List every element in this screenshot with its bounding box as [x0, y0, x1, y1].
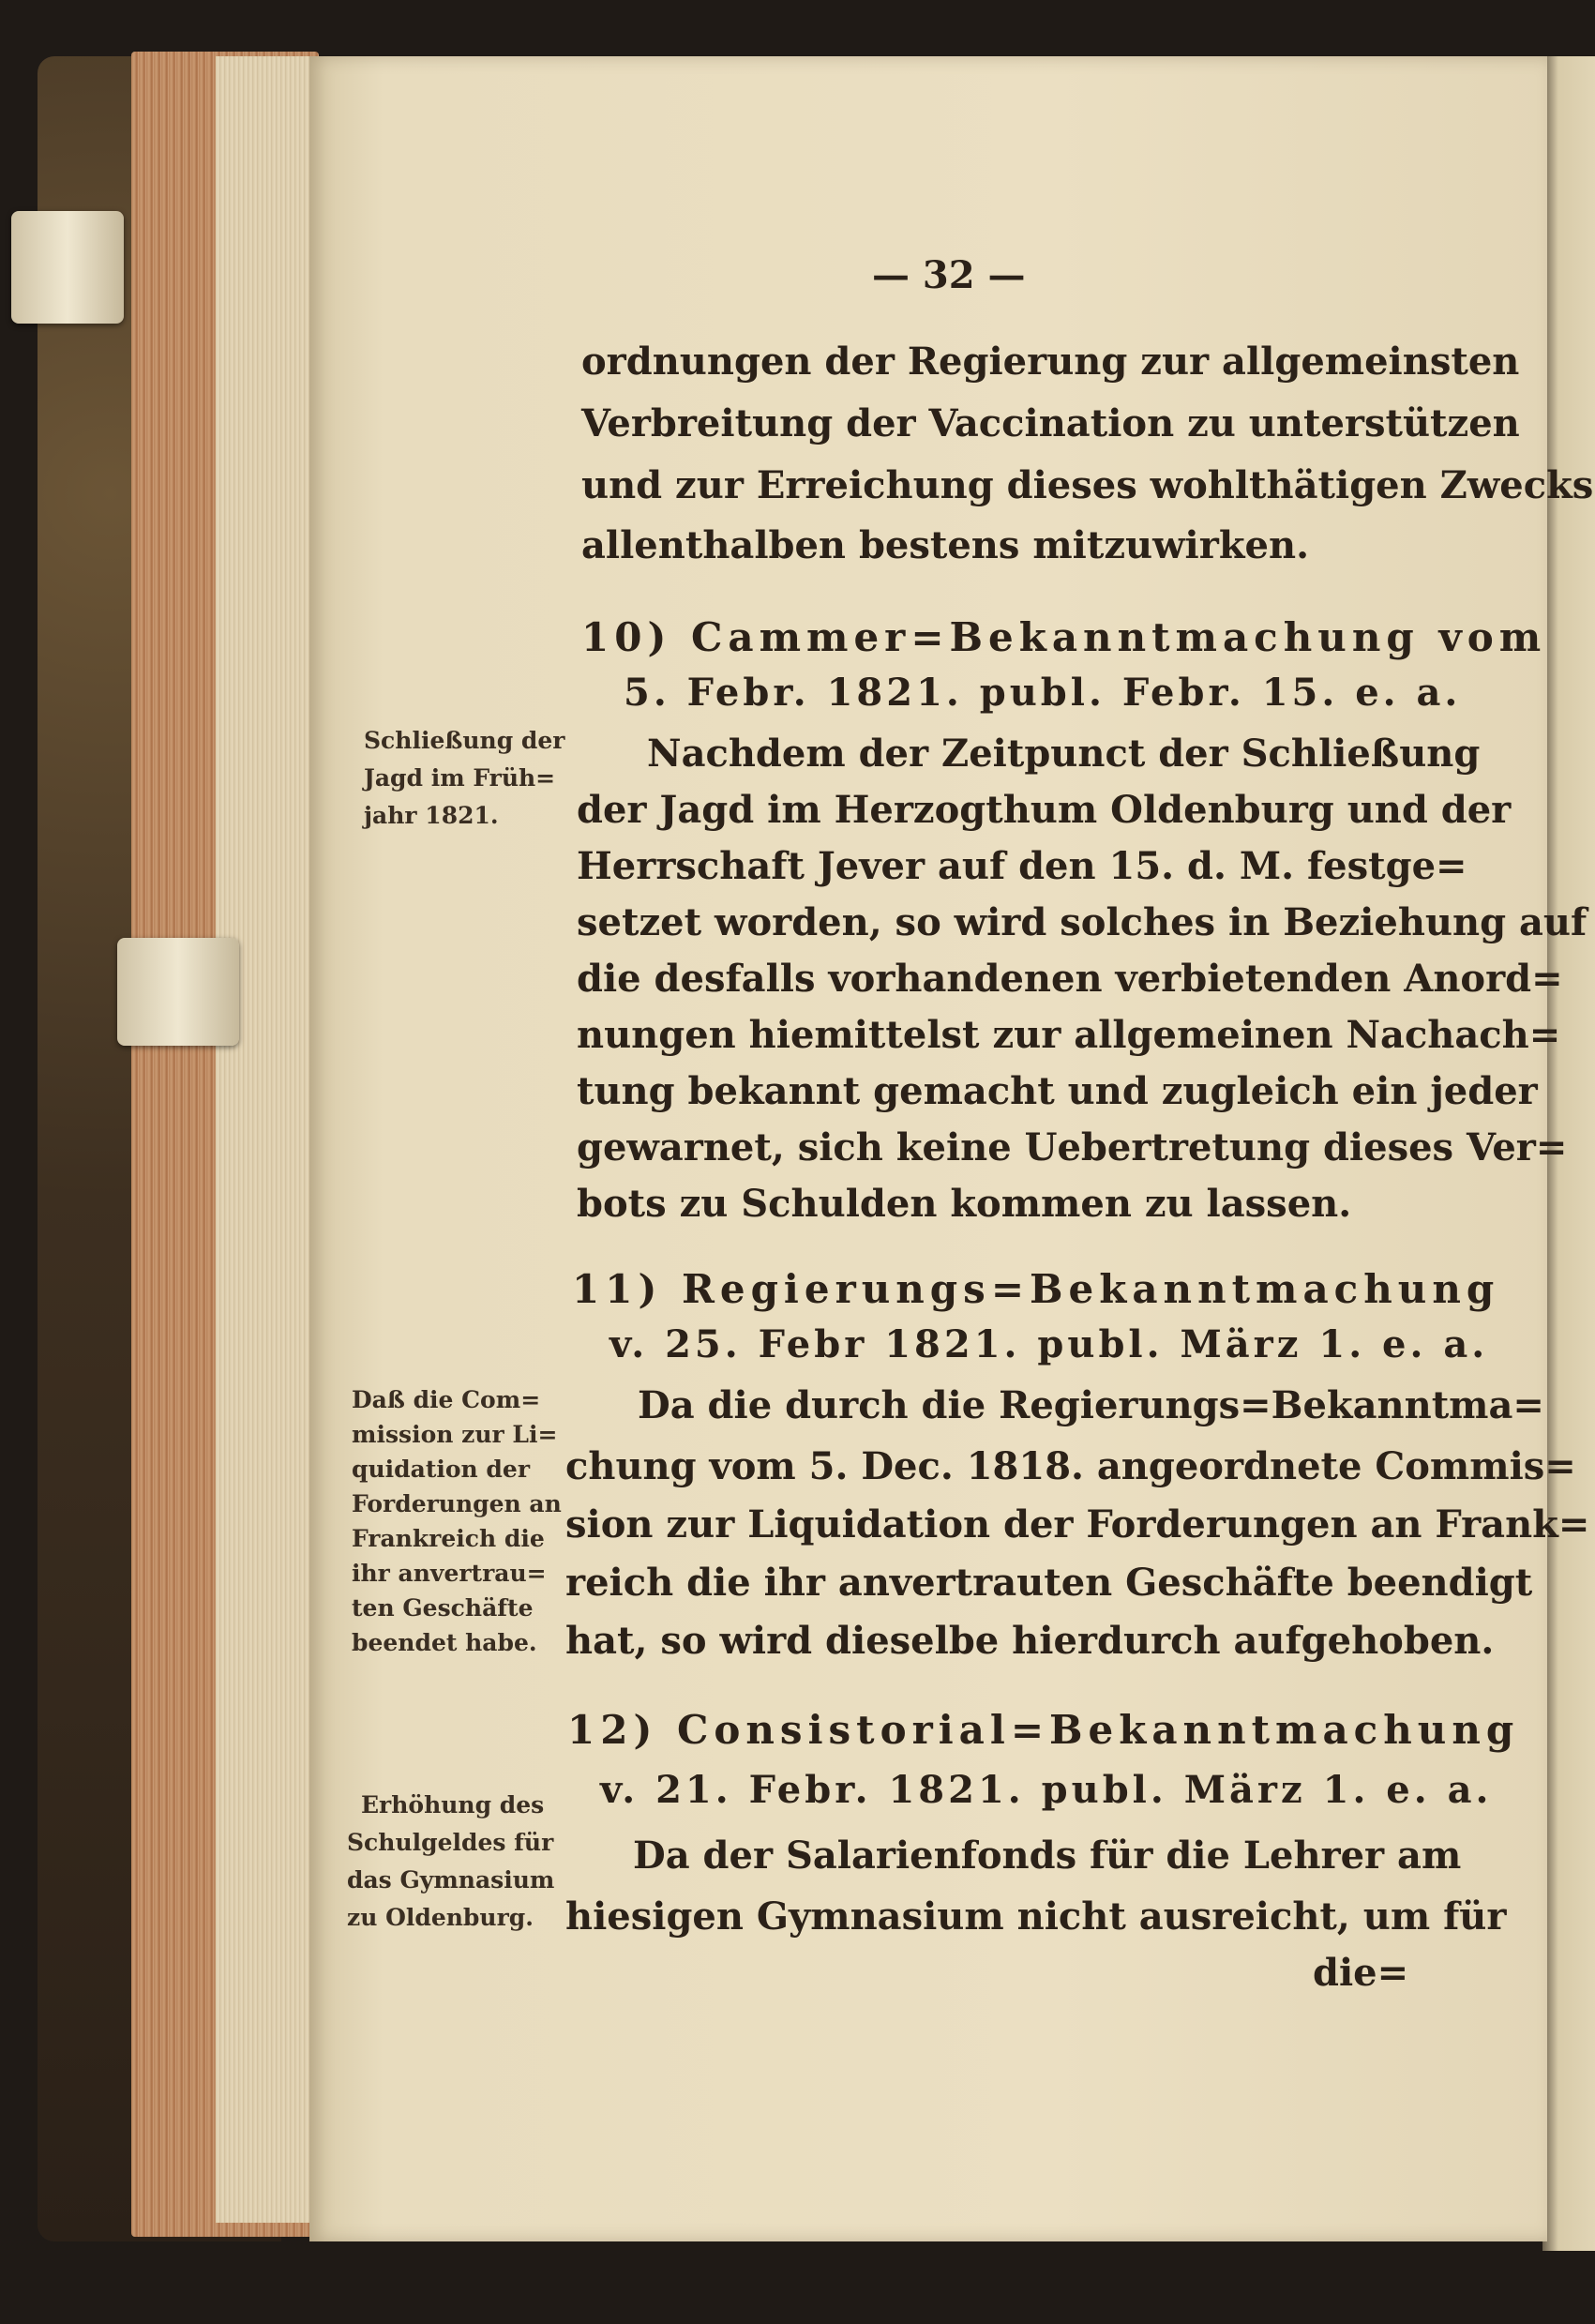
paragraph-line: reich die ihr anvertrauten Geschäfte beendigt: [565, 1561, 1533, 1605]
margin-note: ihr anvertrau=: [352, 1560, 547, 1587]
section-heading: 12) Consistorial=Bekanntmachung: [567, 1707, 1520, 1753]
margin-note: Schulgeldes für: [347, 1829, 554, 1856]
paragraph-line: Da die durch die Regierungs=Bekanntma=: [638, 1383, 1544, 1427]
margin-note: ten Geschäfte: [352, 1594, 534, 1622]
page-tab-top: [11, 211, 124, 324]
section-subheading: v. 21. Febr. 1821. publ. März 1. e. a.: [600, 1768, 1493, 1812]
margin-note: Forderungen an: [352, 1490, 562, 1517]
margin-note: mission zur Li=: [352, 1421, 558, 1448]
page-edges-inner: [216, 56, 319, 2223]
paragraph-line: die desfalls vorhandenen verbietenden Anord=: [577, 957, 1563, 1001]
catchword: die=: [1313, 1951, 1409, 1995]
intro-line: und zur Erreichung dieses wohlthätigen Zwecks: [581, 463, 1594, 507]
paragraph-line: Herrschaft Jever auf den 15. d. M. festge=: [577, 844, 1467, 888]
paragraph-line: Nachdem der Zeitpunct der Schließung: [647, 732, 1481, 776]
margin-note: zu Oldenburg.: [347, 1904, 534, 1931]
margin-note: Erhöhung des: [361, 1791, 545, 1818]
paragraph-line: tung bekannt gemacht und zugleich ein jeder: [577, 1069, 1538, 1113]
section-heading: 10) Cammer=Bekanntmachung vom: [581, 614, 1547, 660]
paragraph-line: bots zu Schulden kommen zu lassen.: [577, 1182, 1352, 1226]
page-tab-middle: [117, 938, 239, 1046]
paragraph-line: chung vom 5. Dec. 1818. angeordnete Commis=: [565, 1444, 1576, 1488]
margin-note: beendet habe.: [352, 1629, 537, 1656]
margin-note: Frankreich die: [352, 1525, 545, 1552]
page-number: — 32 —: [872, 253, 1026, 297]
margin-note: jahr 1821.: [364, 802, 499, 829]
intro-line: ordnungen der Regierung zur allgemeinsten: [581, 340, 1520, 384]
paragraph-line: der Jagd im Herzogthum Oldenburg und der: [577, 788, 1512, 832]
margin-note: quidation der: [352, 1456, 530, 1483]
paragraph-line: hat, so wird dieselbe hierdurch aufgehoben.: [565, 1619, 1495, 1663]
intro-line: Verbreitung der Vaccination zu unterstützen: [581, 401, 1520, 445]
paragraph-line: gewarnet, sich keine Uebertretung dieses Ver=: [577, 1125, 1568, 1170]
section-heading: 11) Regierungs=Bekanntmachung: [572, 1266, 1500, 1312]
section-subheading: 5. Febr. 1821. publ. Febr. 15. e. a.: [624, 671, 1462, 715]
paragraph-line: nungen hiemittelst zur allgemeinen Nachach=: [577, 1013, 1561, 1057]
margin-note: Schließung der: [364, 727, 565, 754]
paragraph-line: sion zur Liquidation der Forderungen an Frank=: [565, 1502, 1590, 1547]
margin-note: Daß die Com=: [352, 1386, 541, 1413]
intro-line: allenthalben bestens mitzuwirken.: [581, 523, 1309, 567]
section-subheading: v. 25. Febr 1821. publ. März 1. e. a.: [609, 1322, 1489, 1366]
margin-note: Jagd im Früh=: [364, 764, 556, 792]
paragraph-line: setzet worden, so wird solches in Beziehung auf: [577, 900, 1587, 944]
paragraph-line: hiesigen Gymnasium nicht ausreicht, um für: [565, 1894, 1507, 1939]
margin-note: das Gymnasium: [347, 1866, 555, 1894]
paragraph-line: Da der Salarienfonds für die Lehrer am: [633, 1834, 1462, 1878]
